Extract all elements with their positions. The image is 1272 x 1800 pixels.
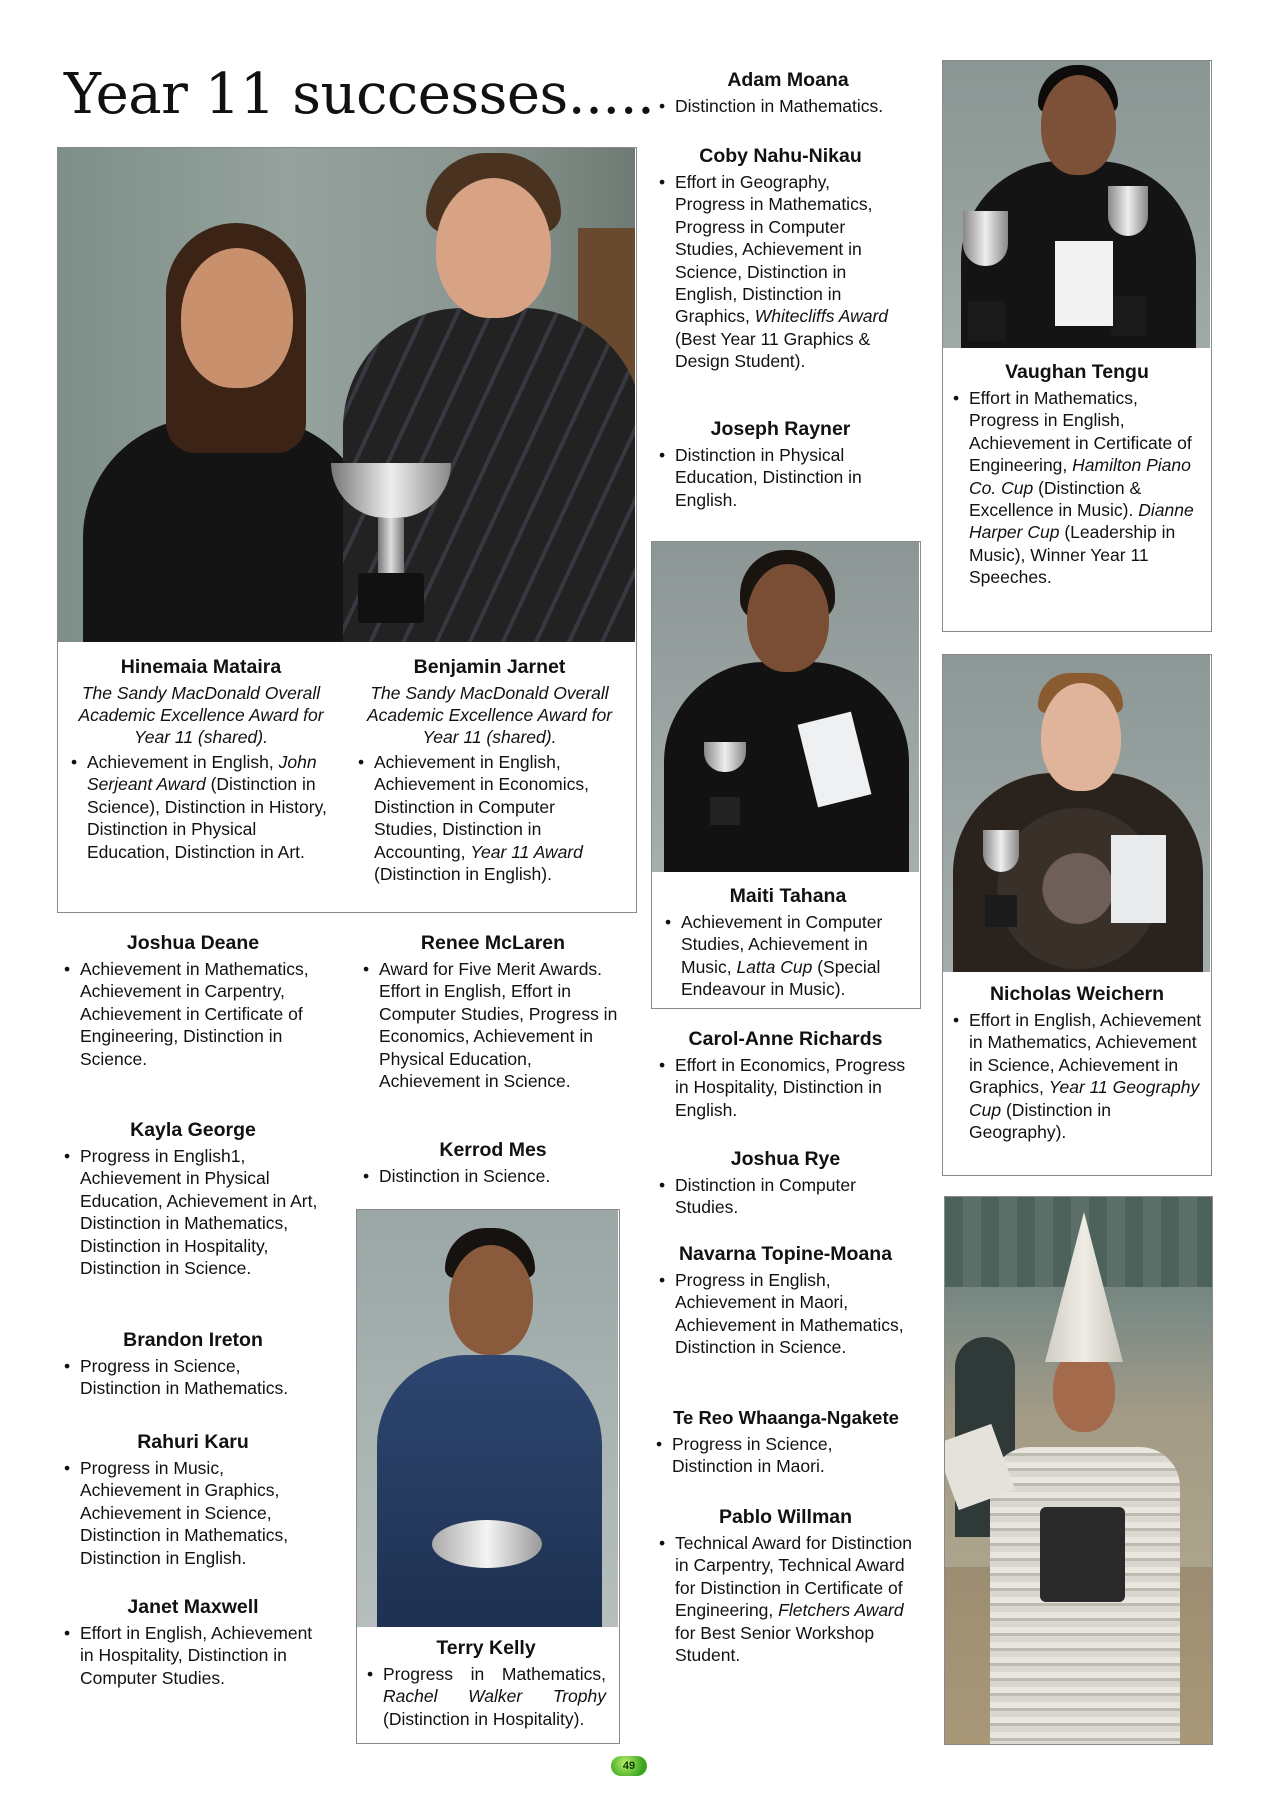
award-list-item: • Effort in English, Achievement in Hospitality, Distinction in Computer Studies. [63,1622,323,1689]
student-name: Hinemaia Mataira [120,656,282,678]
student-name: Carol-Anne Richards [688,1028,883,1050]
photo-newspaper-costume [944,1196,1213,1745]
student-name: Terry Kelly [436,1637,536,1659]
entry-nicholas-weichern [952,982,1202,1143]
student-name: Rahuri Karu [137,1431,249,1453]
photo-vaughan-tengu [943,61,1210,348]
student-name: Kayla George [130,1119,256,1141]
award-list-item: • Achievement in English, Achievement in Economics, Distinction in Computer Studies, Distinction in Accounting, Year 11 Award (Distinction in English). [357,751,622,885]
page-number: 49 [611,1756,647,1776]
award-list-item: • Distinction in Mathematics. [658,95,918,117]
award-list-item: • Distinction in Science. [362,1165,624,1187]
photo-maiti-tahana [652,542,919,872]
entry-renee-mclaren [362,931,624,1092]
entry-coby-nahu-nikau [658,144,903,373]
entry-kerrod-mes [362,1138,624,1187]
award-list-item: • Progress in English1, Achievement in Physical Education, Achievement in Art, Distinction in Mathematics, Distinction in Hospitality, Distinction in Science. [63,1145,323,1279]
entry-benjamin-jarnet [357,655,622,885]
award-list-item: • Effort in Economics, Progress in Hospitality, Distinction in English. [658,1054,913,1121]
award-list-item: • Progress in Science, Distinction in Maori. [655,1433,917,1478]
entry-janet-maxwell [63,1595,323,1689]
award-list-item: • Effort in Mathematics, Progress in English, Achievement in Certificate of Engineering, Hamilton Piano Co. Cup (Distinction & Excellence in Music). Dianne Harper Cup (Leadership in Music), Winner Year 11 Speeches. [952,387,1202,589]
student-name: Joshua Rye [730,1148,841,1170]
student-name: Maiti Tahana [729,885,847,907]
award-list-item: • Effort in English, Achievement in Mathematics, Achievement in Science, Achievement in Graphics, Year 11 Geography Cup (Distinction in Geography). [952,1009,1202,1143]
student-name: Te Reo Whaanga-Ngakete [673,1407,899,1428]
entry-terry-kelly [366,1636,606,1730]
entry-kayla-george [63,1118,323,1279]
award-title: The Sandy MacDonald Overall Academic Excellence Award for Year 11 (shared). [366,683,613,747]
entry-navarna-topine-moana [658,1242,913,1359]
student-name: Joshua Deane [126,932,260,954]
award-list-item: • Distinction in Physical Education, Distinction in English. [658,444,903,511]
student-name: Adam Moana [727,69,849,91]
student-name: Coby Nahu-Nikau [699,145,862,167]
award-list-item: • Award for Five Merit Awards. Effort in English, Effort in Computer Studies, Progress in Economics, Achievement in Physical Education, Achievement in Science. [362,958,624,1092]
entry-te-reo-whaanga-ngakete [655,1406,917,1478]
award-list-item: • Progress in Music, Achievement in Graphics, Achievement in Science, Distinction in Mathematics, Distinction in English. [63,1457,323,1569]
photo-terry-kelly [357,1210,618,1627]
photo-hinemaia-benjamin [58,148,635,642]
award-list-item: • Achievement in Computer Studies, Achievement in Music, Latta Cup (Special Endeavour in Music). [664,911,912,1001]
student-name: Nicholas Weichern [989,983,1165,1005]
entry-joshua-rye [658,1147,913,1219]
student-name: Benjamin Jarnet [413,656,566,678]
student-name: Brandon Ireton [123,1329,263,1351]
student-name: Pablo Willman [718,1506,853,1528]
entry-joseph-rayner [658,417,903,511]
student-name: Joseph Rayner [710,418,851,440]
award-list-item: • Progress in English, Achievement in Maori, Achievement in Mathematics, Distinction in Science. [658,1269,913,1359]
award-list-item: • Achievement in English, John Serjeant Award (Distinction in Science), Distinction in History, Distinction in Physical Education, Distinction in Art. [70,751,332,863]
photo-nicholas-weichern [943,655,1210,972]
entry-hinemaia-mataira [70,655,332,863]
student-name: Vaughan Tengu [1005,361,1149,383]
entry-pablo-willman [658,1505,913,1666]
entry-brandon-ireton [63,1328,323,1400]
student-name: Janet Maxwell [127,1596,259,1618]
entry-carol-anne-richards [658,1027,913,1121]
award-list-item: • Progress in Mathematics, Rachel Walker Trophy (Distinction in Hospitality). [366,1663,606,1730]
entry-adam-moana [658,68,918,117]
award-list-item: • Effort in Geography, Progress in Mathematics, Progress in Computer Studies, Achievement in Science, Distinction in English, Distinction in Graphics, Whitecliffs Award (Best Year 11 Graphics & Design Student). [658,171,903,373]
award-list-item: • Progress in Science, Distinction in Mathematics. [63,1355,323,1400]
student-name: Kerrod Mes [439,1139,547,1161]
page-title: Year 11 successes..... [64,62,655,127]
award-title: The Sandy MacDonald Overall Academic Excellence Award for Year 11 (shared). [78,683,324,747]
entry-joshua-deane [63,931,323,1070]
student-name: Renee McLaren [420,932,566,954]
entry-rahuri-karu [63,1430,323,1569]
award-list-item: • Technical Award for Distinction in Carpentry, Technical Award for Distinction in Certificate of Engineering, Fletchers Award for Best Senior Workshop Student. [658,1532,913,1666]
award-list-item: • Achievement in Mathematics, Achievement in Carpentry, Achievement in Certificate of Engineering, Distinction in Science. [63,958,323,1070]
entry-maiti-tahana [664,884,912,1001]
entry-vaughan-tengu [952,360,1202,589]
award-list-item: • Distinction in Computer Studies. [658,1174,913,1219]
student-name: Navarna Topine-Moana [678,1243,893,1265]
